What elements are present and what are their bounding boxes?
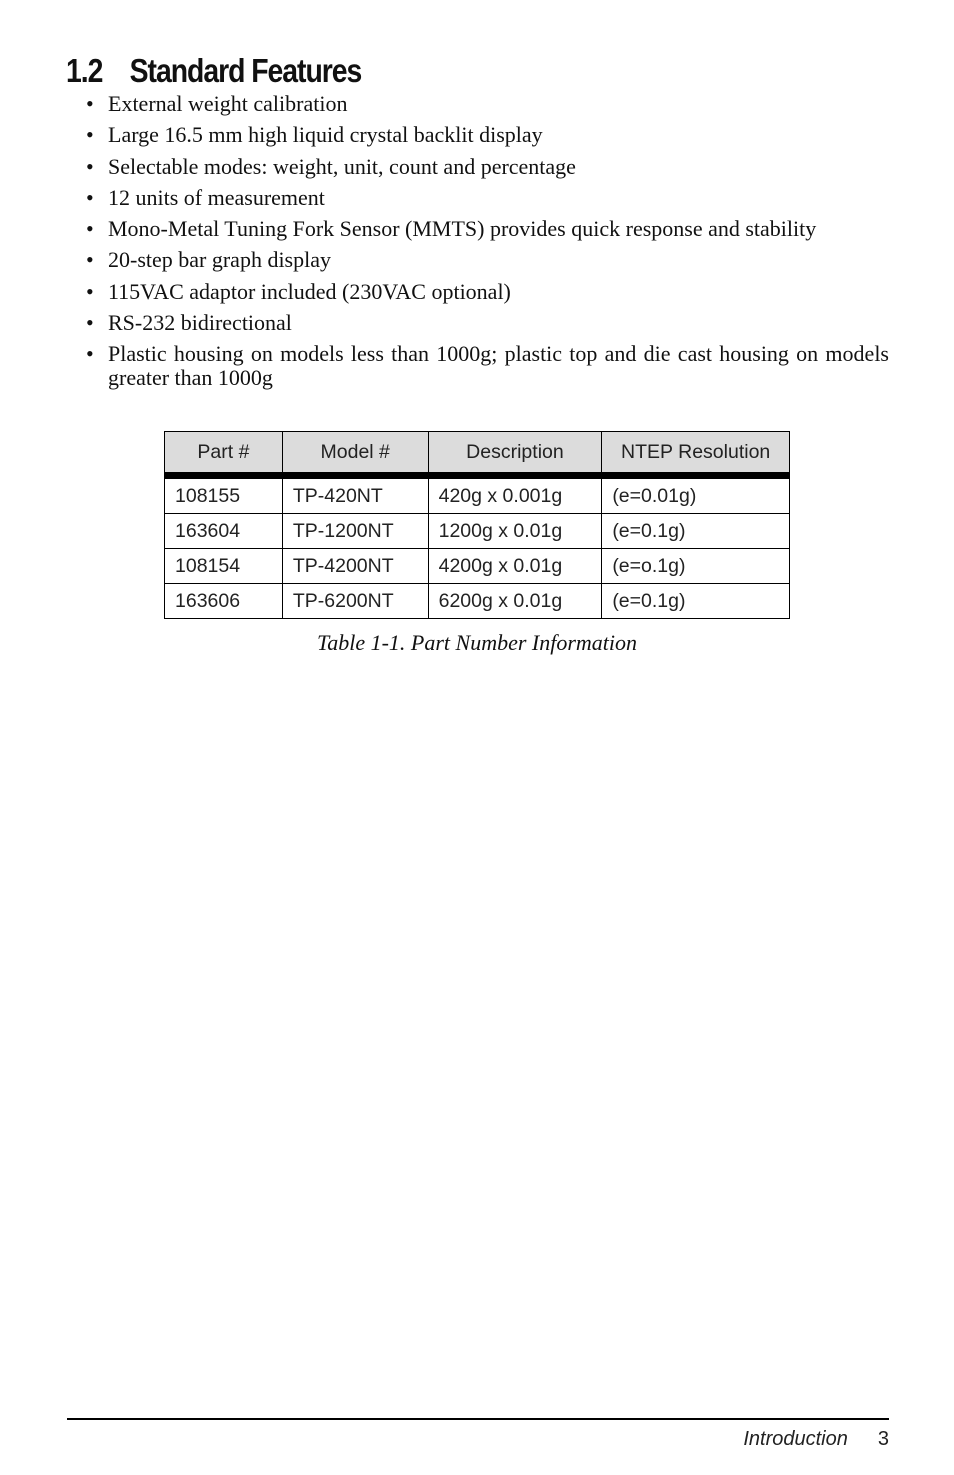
column-header-ntep-resolution: NTEP Resolution: [602, 432, 790, 476]
part-number-table: [164, 431, 790, 619]
cell-description: 6200g x 0.01g: [428, 584, 602, 619]
list-item: • Plastic housing on models less than 1000g; plastic top and die cast housing on models greater than 1000g: [86, 341, 889, 391]
feature-list: [86, 92, 889, 398]
list-item: • 115VAC adaptor included (230VAC optional): [86, 278, 511, 304]
cell-ntep-resolution: (e=0.01g): [602, 476, 790, 514]
list-item: • Large 16.5 mm high liquid crystal backlit display: [86, 122, 543, 148]
section-title: Standard Features: [129, 52, 362, 89]
cell-part: 163604: [165, 514, 283, 549]
bullet-icon: •: [86, 184, 94, 210]
section-heading: [66, 52, 361, 90]
column-header-part: Part #: [165, 432, 283, 476]
table-row: [165, 584, 790, 619]
list-item: • External weight calibration: [86, 91, 348, 116]
list-item: • 12 units of measurement: [86, 184, 325, 210]
column-header-description: Description: [428, 432, 602, 476]
bullet-icon: •: [86, 91, 94, 116]
list-item: • 20-step bar graph display: [86, 247, 331, 273]
list-item: • Mono-Metal Tuning Fork Sensor (MMTS) provides quick response and stability: [86, 216, 817, 242]
cell-ntep-resolution: (e=0.1g): [602, 584, 790, 619]
cell-description: 420g x 0.001g: [428, 476, 602, 514]
cell-part: 108155: [165, 476, 283, 514]
cell-ntep-resolution: (e=0.1g): [602, 514, 790, 549]
page-footer: [743, 1428, 889, 1451]
bullet-icon: •: [86, 341, 94, 367]
cell-description: 1200g x 0.01g: [428, 514, 602, 549]
table-row: [165, 476, 790, 514]
footer-section-name: Introduction: [743, 1428, 848, 1450]
bullet-icon: •: [86, 278, 94, 304]
cell-model: TP-1200NT: [282, 514, 428, 549]
list-item: • Selectable modes: weight, unit, count and percentage: [86, 153, 576, 179]
cell-model: TP-420NT: [282, 476, 428, 514]
table-row: [165, 514, 790, 549]
footer-divider: [67, 1418, 889, 1420]
bullet-icon: •: [86, 153, 94, 179]
column-header-model: Model #: [282, 432, 428, 476]
cell-model: TP-6200NT: [282, 584, 428, 619]
cell-part: 163606: [165, 584, 283, 619]
bullet-icon: •: [86, 122, 94, 148]
table-row: [165, 549, 790, 584]
cell-description: 4200g x 0.01g: [428, 549, 602, 584]
table-caption: Table 1-1. Part Number Information: [316, 630, 638, 655]
cell-ntep-resolution: (e=o.1g): [602, 549, 790, 584]
bullet-icon: •: [86, 247, 94, 273]
section-number: 1.2: [66, 52, 103, 89]
table-header-row: [165, 432, 790, 476]
cell-model: TP-4200NT: [282, 549, 428, 584]
cell-part: 108154: [165, 549, 283, 584]
page-number: 3: [877, 1428, 889, 1450]
bullet-icon: •: [86, 310, 94, 336]
bullet-icon: •: [86, 216, 94, 242]
list-item: • RS-232 bidirectional: [86, 310, 292, 336]
